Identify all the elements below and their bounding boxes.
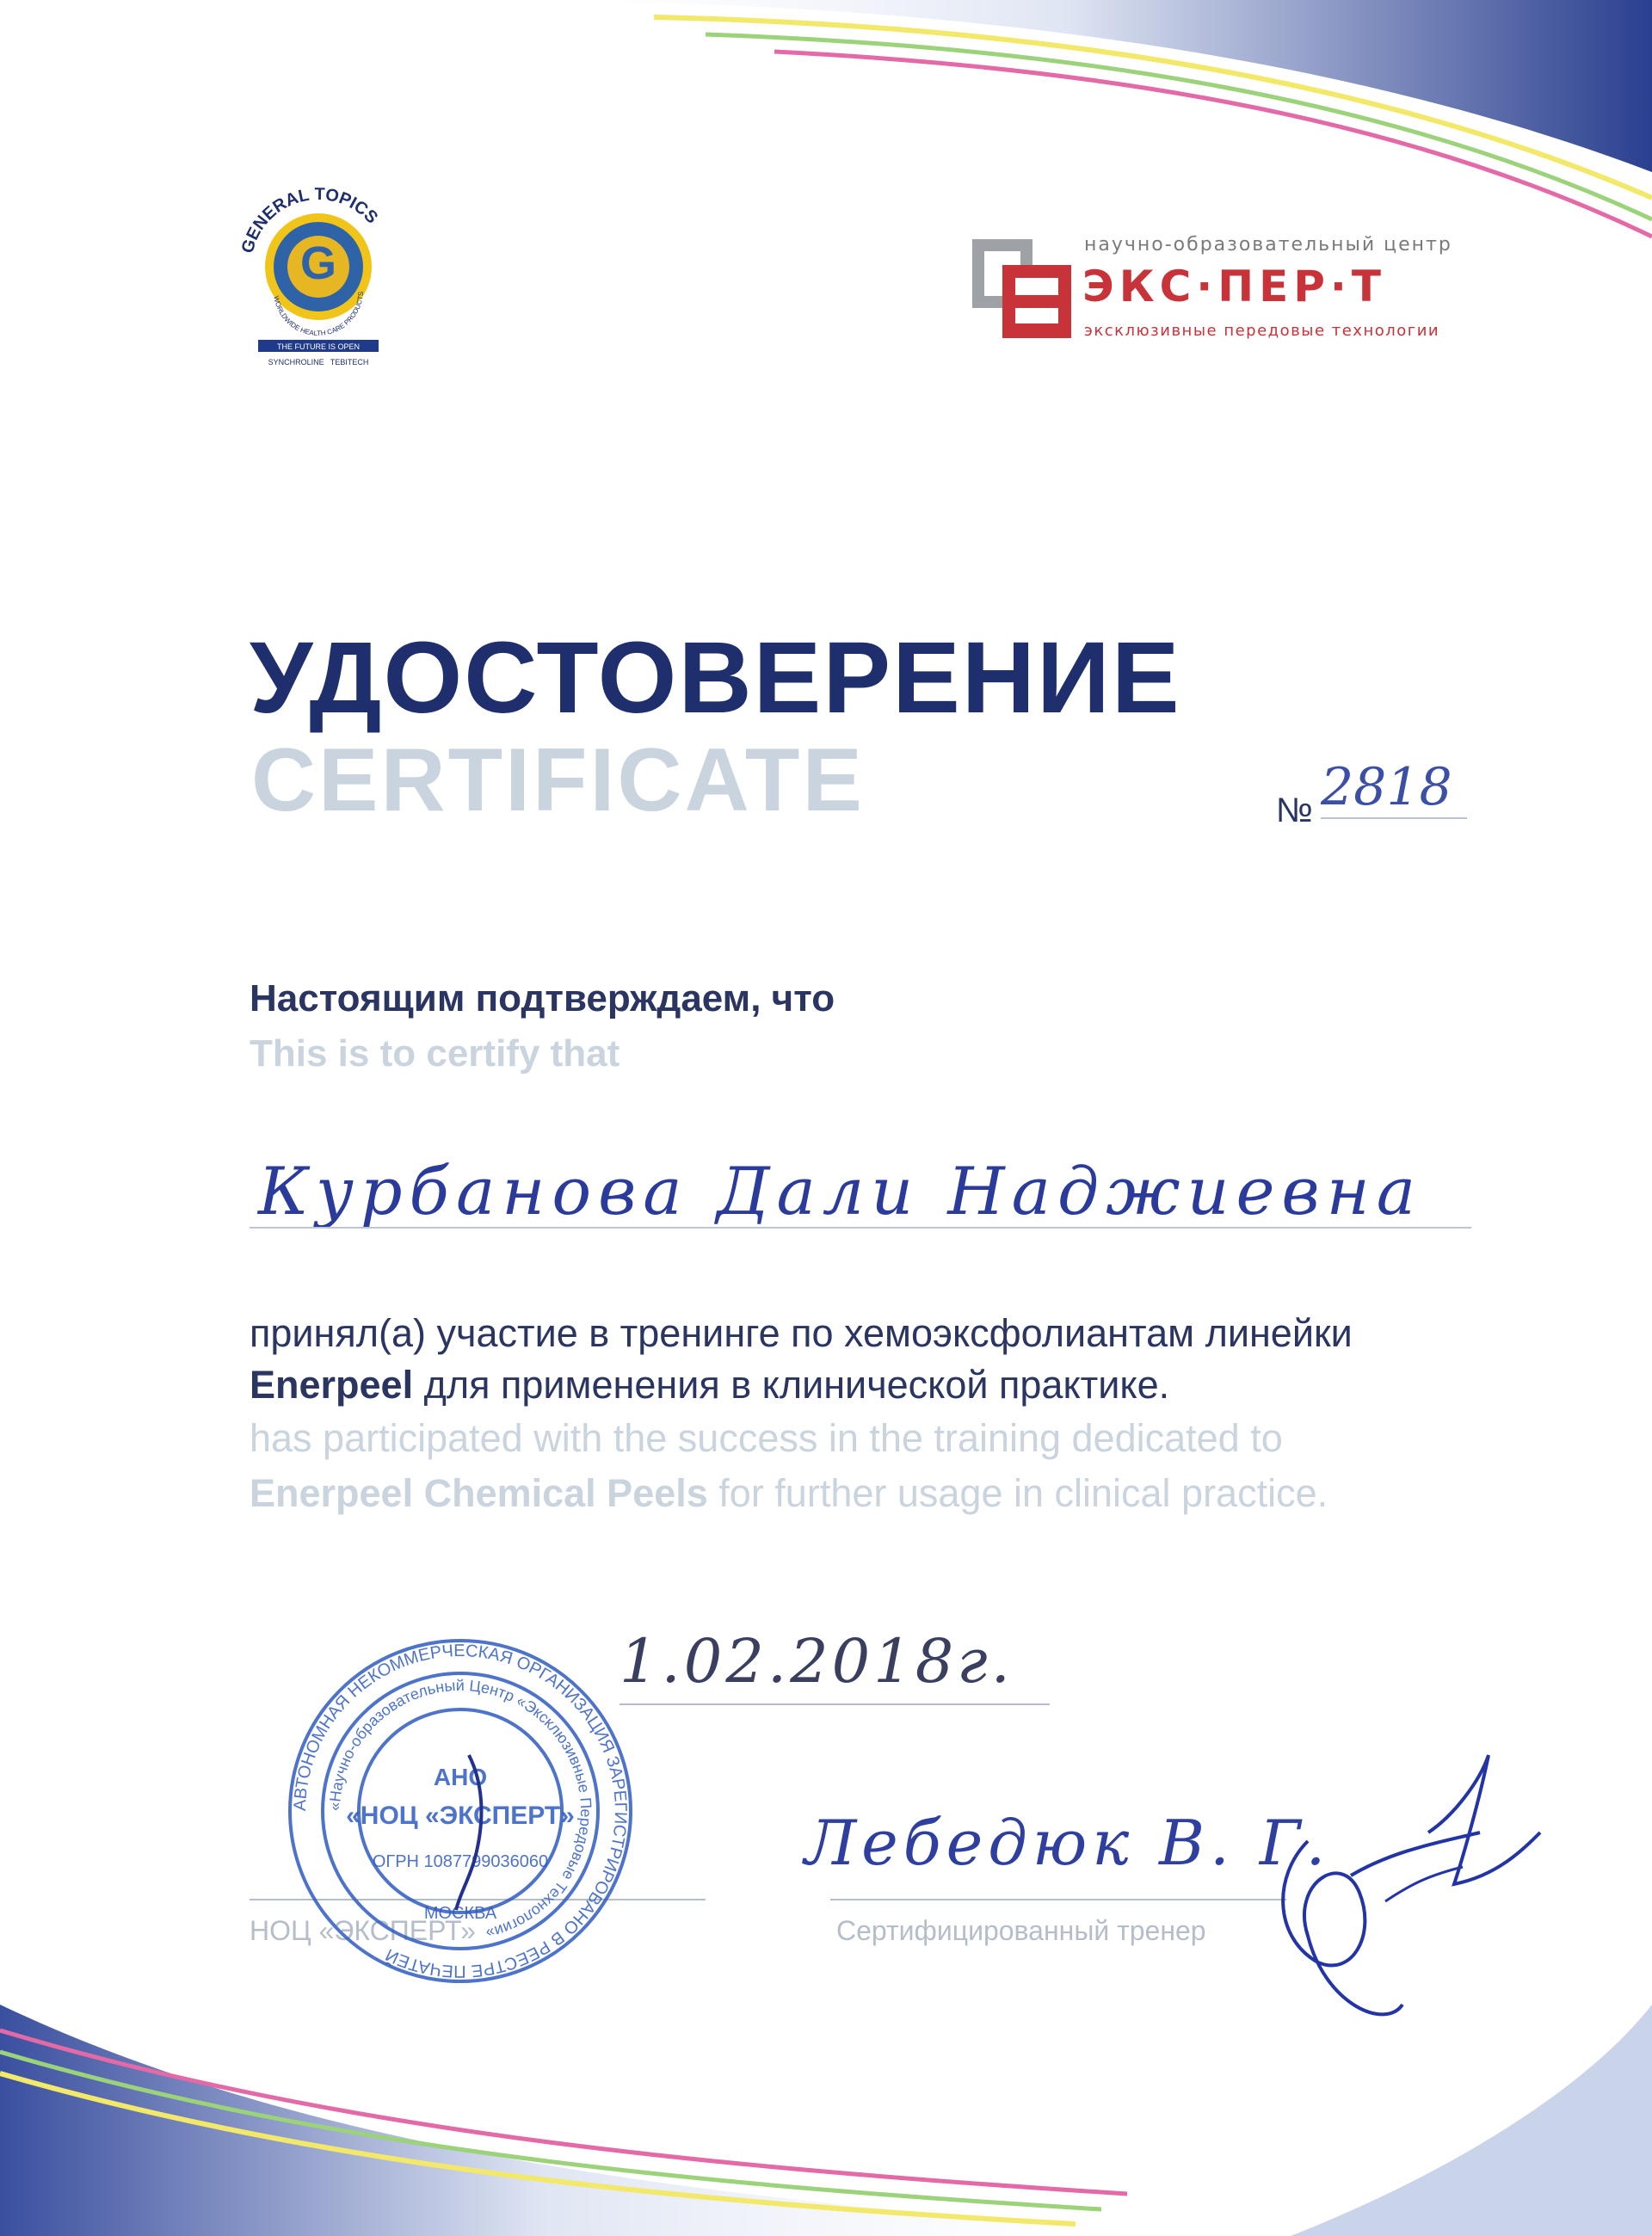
logo-brands: SYNCHROLINE TEBITECH <box>268 358 369 367</box>
recipient-underline <box>250 1227 1471 1229</box>
expert-top-line: научно-образовательный центр <box>1084 234 1452 256</box>
body-en-brand: Enerpeel Chemical Peels <box>250 1471 708 1515</box>
trainer-caption: Сертифицированный тренер <box>836 1915 1206 1946</box>
title-english: CERTIFICATE <box>251 730 865 830</box>
official-stamp <box>284 1635 637 1987</box>
confirm-english: This is to certify that <box>250 1032 620 1075</box>
body-ru-brand: Enerpeel <box>250 1363 414 1407</box>
body-ru-line2-rest: для применения в клинической практике. <box>413 1363 1170 1407</box>
stamp-inner-text: «Научно-образовательный Центр «Эксклюзивные Передовые Технологии» <box>325 1676 595 1943</box>
stamp-center-top: АНО <box>433 1764 488 1790</box>
expert-logo <box>964 231 1480 351</box>
expert-mark-icon <box>972 239 1071 338</box>
expert-name: ЭКС·ПЕР·Т <box>1082 262 1386 311</box>
confirm-russian: Настоящим подтверждаем, что <box>250 977 835 1019</box>
organization-caption: НОЦ «ЭКСПЕРТ» <box>250 1915 476 1946</box>
body-ru-line1: принял(а) участие в тренинге по хемоэксфолиантам линейки <box>250 1311 1353 1355</box>
general-topics-logo <box>232 172 404 379</box>
date-underline <box>620 1703 1050 1705</box>
expert-bottom-line: эксклюзивные передовые технологии <box>1084 322 1440 340</box>
body-russian <box>250 1308 1540 1411</box>
stamp-center-name: «НОЦ «ЭКСПЕРТ» <box>346 1802 575 1830</box>
logo-ring-text: GENERAL TOPICS <box>237 184 382 256</box>
title-russian: УДОСТОВЕРЕНИЕ <box>250 621 1181 735</box>
body-en-line2-rest: for further usage in clinical practice. <box>707 1471 1328 1515</box>
number-label: № <box>1276 792 1313 829</box>
trainer-name: Лебедюк В. Г. <box>804 1807 1331 1879</box>
issue-date: 1.02.2018г. <box>620 1626 1014 1697</box>
body-en-line1: has participated with the success in the training dedicated to <box>250 1416 1283 1460</box>
right-signature-line <box>830 1899 1286 1900</box>
logo-inner-text: WORLDWIDE HEALTH CARE PRODUCTS <box>272 291 366 338</box>
stamp-outer-text: АВТОНОМНАЯ НЕКОММЕРЧЕСКАЯ ОРГАНИЗАЦИЯ ЗАРЕГИСТРИРОВАНО В РЕЕСТРЕ ПЕЧАТЕЙ <box>290 1641 631 1981</box>
stamp-city: МОСКВА <box>423 1904 497 1923</box>
body-english <box>250 1411 1592 1521</box>
body-en-line2 <box>250 1466 1592 1521</box>
stamp-ogrn: ОГРН 1087799036060 <box>372 1852 549 1871</box>
body-ru-line2 <box>250 1359 1540 1411</box>
svg-text:G: G <box>299 237 337 289</box>
trainer-signature <box>1256 1746 1566 2056</box>
logo-tagline: THE FUTURE IS OPEN <box>276 342 361 351</box>
certificate-number: 2818 <box>1321 757 1452 817</box>
recipient-name: Курбанова Дали Наджиевна <box>258 1153 1423 1229</box>
number-underline <box>1321 817 1467 819</box>
top-blue-swoosh <box>482 0 1652 172</box>
